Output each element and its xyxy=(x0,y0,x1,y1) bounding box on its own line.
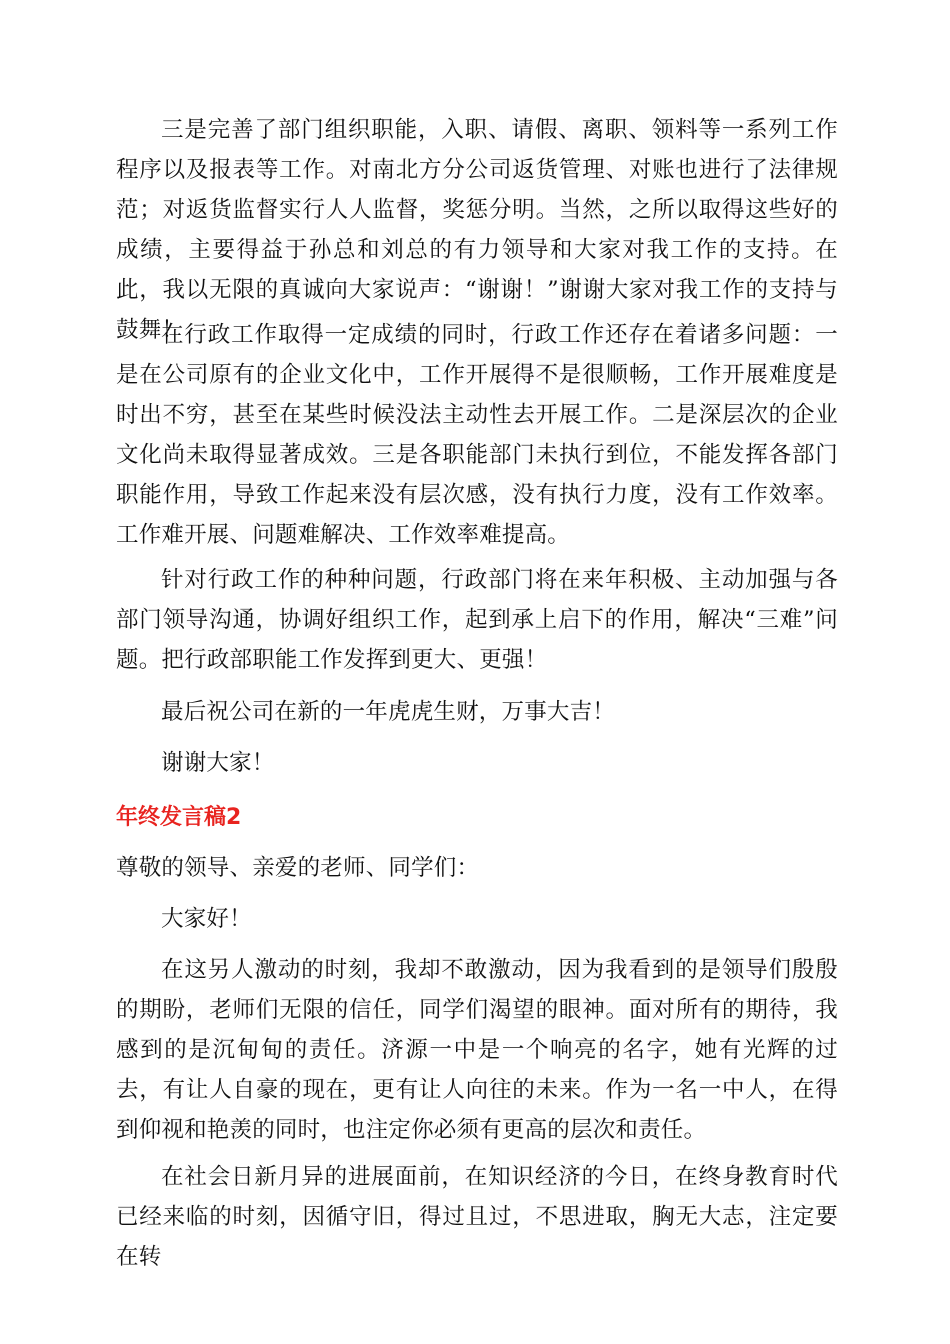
salutation: 尊敬的领导、亲爱的老师、同学们： xyxy=(116,855,480,881)
paragraph: 在社会日新月异的进展面前，在知识经济的今日，在终身教育时代已经来临的时刻，因循守旧，得过且过，不思进取，胸无大志，注定要在转 xyxy=(116,1164,838,1270)
paragraph: 三是完善了部门组织职能，入职、请假、离职、领料等一系列工作程序以及报表等工作。对南北方分公司返货管理、对账也进行了法律规范；对返货监督实行人人监督，奖惩分明。当然，之所以取得这些好的成绩，主要得益于孙总和刘总的有力领导和大家对我工作的支持。在此，我以无限的真诚向大家说声：“谢谢！”谢谢大家对我工作的支持与鼓舞！ xyxy=(116,117,838,343)
section-heading: 年终发言稿2 xyxy=(116,805,242,830)
paragraph: 大家好！ xyxy=(161,906,252,932)
paragraph: 最后祝公司在新的一年虎虎生财，万事大吉！ xyxy=(161,699,616,725)
paragraph: 在行政工作取得一定成绩的同时，行政工作还存在着诸多问题：一是在公司原有的企业文化中，工作开展得不是很顺畅，工作开展难度是时出不穷，甚至在某些时候没法主动性去开展工作。二是深层次的企业文化尚未取得显著成效。三是各职能部门未执行到位，不能发挥各部门职能作用，导致工作起来没有层次感，没有执行力度，没有工作效率。工作难开展、问题难解决、工作效率难提高。 xyxy=(116,322,838,548)
paragraph: 谢谢大家！ xyxy=(161,750,275,776)
paragraph: 在这另人激动的时刻，我却不敢激动，因为我看到的是领导们殷殷的期盼，老师们无限的信任，同学们渴望的眼神。面对所有的期待，我感到的是沉甸甸的责任。济源一中是一个响亮的名字，她有光辉的过去，有让人自豪的现在，更有让人向往的未来。作为一名一中人，在得到仰视和艳羡的同时，也注定你必须有更高的层次和责任。 xyxy=(116,957,838,1143)
paragraph: 针对行政工作的种种问题，行政部门将在来年积极、主动加强与各部门领导沟通，协调好组织工作，起到承上启下的作用，解决“三难”问题。把行政部职能工作发挥到更大、更强！ xyxy=(116,567,838,673)
